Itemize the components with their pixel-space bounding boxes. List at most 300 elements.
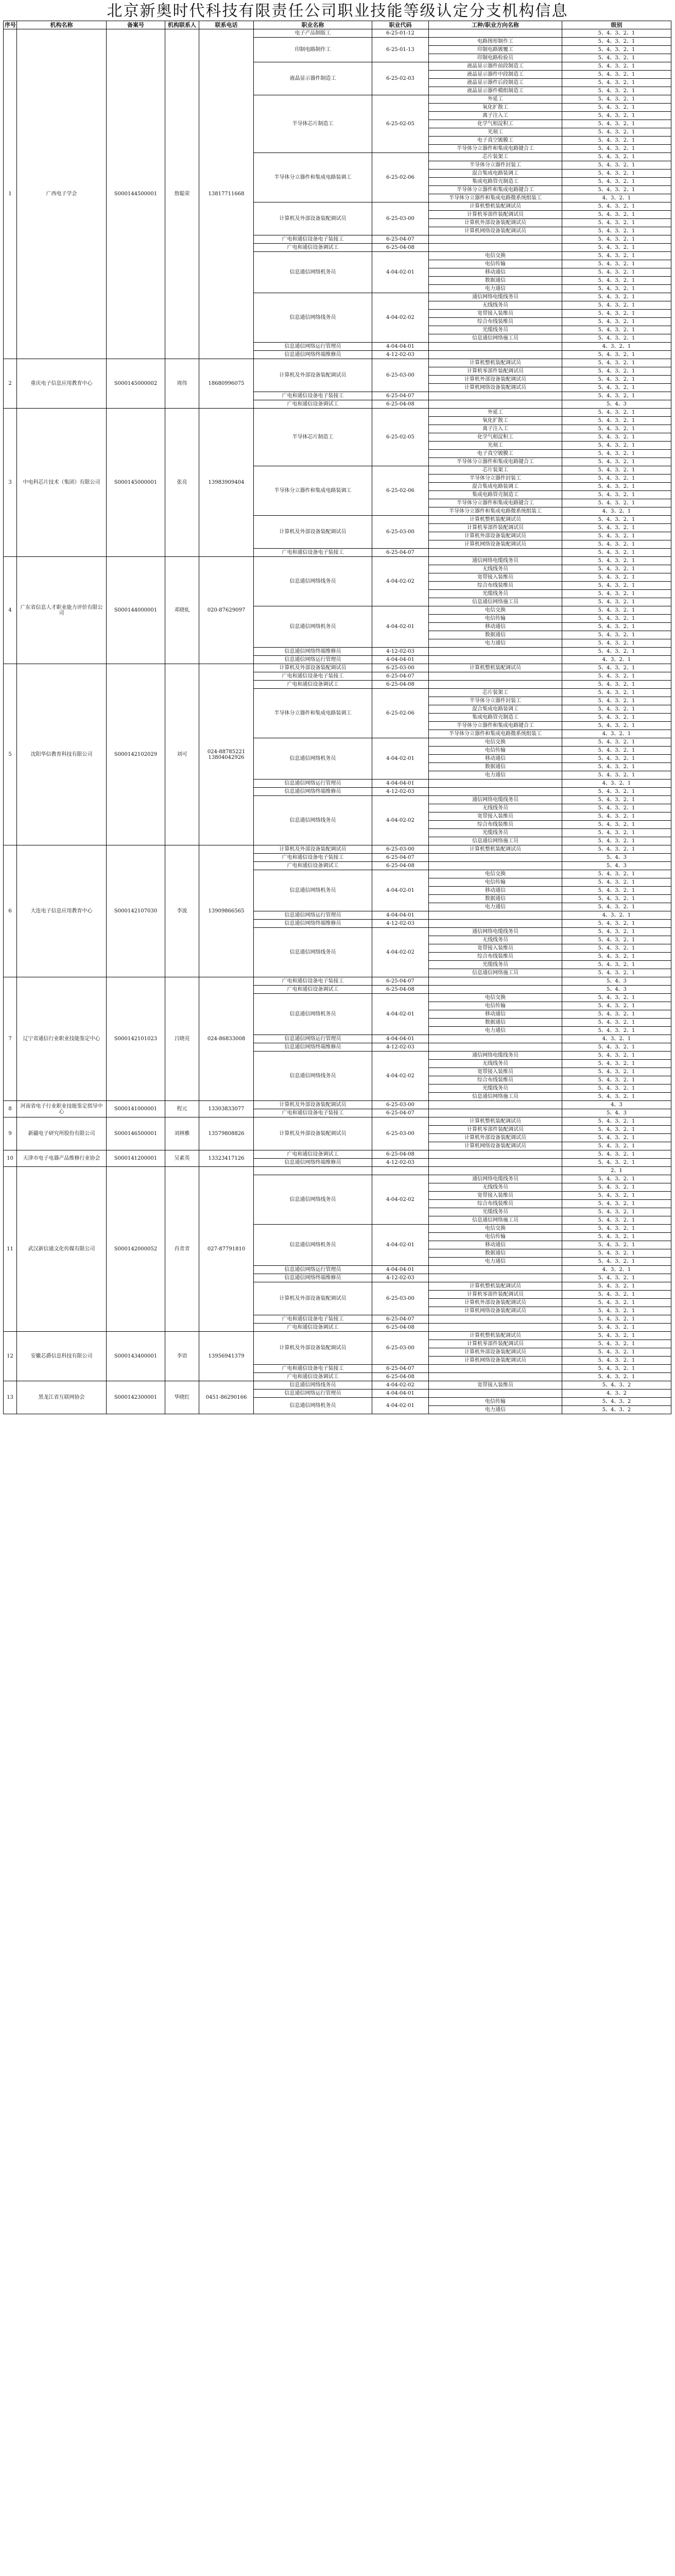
level: 5、4、3、2、1: [562, 598, 671, 606]
level: 5、4、3、2、1: [562, 244, 671, 252]
work-type: 电信交换: [429, 606, 562, 615]
work-type: 光缆线务员: [429, 961, 562, 969]
occupation-name: 广电和通信设备电子装接工: [254, 672, 372, 681]
level: 5、4、3、2、1: [562, 524, 671, 532]
work-type: [429, 29, 562, 38]
header-contact: 机构联系人: [165, 21, 199, 29]
occupation-code: 6-25-04-07: [372, 672, 429, 681]
org-record-no: S000145000001: [107, 409, 165, 557]
work-type: 综合布线装维员: [429, 582, 562, 590]
work-type: 无线线务员: [429, 936, 562, 944]
occupation-code: 6-25-03-00: [372, 202, 429, 235]
org-phone: 024-88785221 13804042926: [199, 664, 254, 845]
level: 5、4、3、2、1: [562, 79, 671, 87]
org-no: 9: [4, 1117, 17, 1150]
occupation-code: 4-04-02-01: [372, 738, 429, 779]
level: 5、4、3、2、1: [562, 1010, 671, 1019]
occupation-name: 广电和通信设备调试工: [254, 986, 372, 994]
level: 5、4、3、2、1: [562, 1324, 671, 1332]
work-type: 电路图形制作工: [429, 38, 562, 46]
occupation-code: 6-25-01-13: [372, 38, 429, 62]
work-type: 计算机整机装配调试员: [429, 516, 562, 524]
work-type: 半导体分立器件和集成电路微系统组装工: [429, 194, 562, 202]
occupation-name: 广电和通信设备调试工: [254, 681, 372, 689]
occupation-code: 4-04-02-02: [372, 293, 429, 343]
work-type: 计算机网络设备装配调试员: [429, 1307, 562, 1315]
work-type: 电信交换: [429, 738, 562, 747]
work-type: [429, 1043, 562, 1052]
table-row: [4, 1332, 671, 1340]
work-type: 移动通信: [429, 755, 562, 763]
occupation-code: 6-25-02-06: [372, 689, 429, 738]
occupation-code: 4-04-02-01: [372, 606, 429, 648]
level: 5、4、3: [562, 862, 671, 870]
work-type: 综合布线装维员: [429, 1200, 562, 1208]
work-type: [429, 779, 562, 788]
level: 5、4、3、2、1: [562, 326, 671, 334]
work-type: 无线线务员: [429, 804, 562, 812]
work-type: [429, 1324, 562, 1332]
work-type: [429, 977, 562, 986]
work-type: 计算机外部设备装配调试员: [429, 1299, 562, 1307]
level: 5、4、3、2: [562, 1398, 671, 1406]
level: 5、4、3、2、1: [562, 38, 671, 46]
work-type: 光刻工: [429, 442, 562, 450]
work-type: 电力通信: [429, 903, 562, 911]
occupation-name: 液晶显示器件制造工: [254, 62, 372, 95]
occupation-code: 6-25-04-08: [372, 1324, 429, 1332]
org-record-no: S000144500001: [107, 29, 165, 359]
level: 5、4、3、2、1: [562, 845, 671, 854]
level: 5、4、3、2、1: [562, 1241, 671, 1249]
level: 5、4、3、2、1: [562, 433, 671, 442]
work-type: 宽带接入装维员: [429, 1068, 562, 1076]
level: 5、4、3、2、1: [562, 1249, 671, 1258]
table-row: [4, 1150, 671, 1159]
work-type: [429, 1389, 562, 1398]
org-phone: 020-87629097: [199, 557, 254, 664]
work-type: 离子注入工: [429, 112, 562, 120]
level: 5、4、3、2、1: [562, 557, 671, 565]
work-type: 计算机整机装配调试员: [429, 202, 562, 211]
work-type: 计算机整机装配调试员: [429, 359, 562, 367]
org-name: 黑龙江省互联网协会: [17, 1381, 107, 1414]
org-no: 5: [4, 664, 17, 845]
occupation-code: 4-04-04-01: [372, 656, 429, 664]
work-type: 计算机整机装配调试员: [429, 1332, 562, 1340]
level: 5、4、3、2、1: [562, 738, 671, 747]
level: 5、4、3、2、1: [562, 260, 671, 268]
level: 5、4、3: [562, 1109, 671, 1117]
work-type: 电力通信: [429, 771, 562, 779]
occupation-name: 印制电路制作工: [254, 38, 372, 62]
occupation-name: 计算机及外部设备装配调试员: [254, 664, 372, 672]
occupation-name: 信息通信网络线务员: [254, 928, 372, 977]
org-contact: 华晓红: [165, 1381, 199, 1414]
level: 5、4、3、2、1: [562, 1117, 671, 1126]
work-type: [429, 1109, 562, 1117]
org-contact: 周伟: [165, 359, 199, 409]
level: 4、3、2、1: [562, 1266, 671, 1274]
work-type: [429, 788, 562, 796]
level: 5、4、3、2、1: [562, 837, 671, 845]
occupation-code: 4-04-04-01: [372, 1035, 429, 1043]
work-type: 电信交换: [429, 1225, 562, 1233]
work-type: 光刻工: [429, 128, 562, 137]
occupation-code: 6-25-04-08: [372, 986, 429, 994]
level: 5、4、3、2、1: [562, 409, 671, 417]
work-type: 液晶显示器件中段制造工: [429, 71, 562, 79]
level: 5、4、3、2、1: [562, 268, 671, 277]
work-type: 综合布线装维员: [429, 1076, 562, 1084]
level: 5、4、3、2、1: [562, 46, 671, 54]
occupation-name: [254, 1167, 372, 1175]
org-record-no: S000142102029: [107, 664, 165, 845]
work-type: 电信传输: [429, 615, 562, 623]
work-type: 通信网络电缆线务员: [429, 1175, 562, 1183]
header-no: 序号: [4, 21, 17, 29]
work-type: 宽带接入装维员: [429, 1381, 562, 1389]
occupation-name: 广电和通信设备电子装接工: [254, 1365, 372, 1373]
occupation-name: 计算机及外部设备装配调试员: [254, 1282, 372, 1315]
occupation-code: 6-25-03-00: [372, 1282, 429, 1315]
work-type: 氧化扩散工: [429, 104, 562, 112]
occupation-code: 6-25-04-07: [372, 1315, 429, 1324]
level: 5、4、3、2、1: [562, 796, 671, 804]
occupation-name: 信息通信网络运行管理员: [254, 911, 372, 920]
work-type: [429, 648, 562, 656]
level: 5、4、3、2、1: [562, 293, 671, 301]
level: 5、4、3、2: [562, 1406, 671, 1414]
org-name: 武汉新信通文化传媒有限公司: [17, 1167, 107, 1332]
work-type: [429, 1159, 562, 1167]
org-record-no: S000143400001: [107, 1332, 165, 1381]
occupation-name: 信息通信网络机务员: [254, 252, 372, 293]
work-type: 数据通信: [429, 763, 562, 771]
work-type: 计算机零部件装配调试员: [429, 1126, 562, 1134]
work-type: 通信网络电缆线务员: [429, 1052, 562, 1060]
level: 5、4、3、2、1: [562, 812, 671, 821]
level: 5、4、3、2、1: [562, 771, 671, 779]
work-type: 计算机外部设备装配调试员: [429, 376, 562, 384]
level: 5、4、3、2、1: [562, 1315, 671, 1324]
work-type: [429, 854, 562, 862]
level: 5、4、3、2、1: [562, 1282, 671, 1291]
level: 5、4、3、2、1: [562, 590, 671, 598]
work-type: 宽带接入装维员: [429, 812, 562, 821]
level: 5、4、3、2、1: [562, 334, 671, 343]
occupation-name: 信息通信网络运行管理员: [254, 343, 372, 351]
work-type: 计算机网络设备装配调试员: [429, 384, 562, 392]
occupation-code: 4-12-02-03: [372, 351, 429, 359]
occupation-name: 广电和通信设备调试工: [254, 400, 372, 409]
work-type: 移动通信: [429, 887, 562, 895]
occupation-name: 信息通信网络运行管理员: [254, 656, 372, 664]
level: 5、4、3、2、1: [562, 376, 671, 384]
org-record-no: S000146500001: [107, 1117, 165, 1150]
level: 5、4、3、2、1: [562, 1027, 671, 1035]
work-type: [429, 392, 562, 400]
org-name: 重庆电子信息应用教育中心: [17, 359, 107, 409]
occupation-name: 广电和通信设备电子装接工: [254, 977, 372, 986]
work-type: 液晶显示器件模组制造工: [429, 87, 562, 95]
level: 5、4、3、2、1: [562, 615, 671, 623]
org-name: 沈阳华信教育科技有限公司: [17, 664, 107, 845]
occupation-code: 4-04-02-02: [372, 557, 429, 606]
occupation-code: 6-25-02-06: [372, 466, 429, 516]
occupation-code: 4-04-02-02: [372, 928, 429, 977]
occupation-name: 信息通信网络终端维修员: [254, 1159, 372, 1167]
work-type: [429, 656, 562, 664]
occupation-code: 6-25-04-07: [372, 235, 429, 244]
level: 5、4、3、2、1: [562, 788, 671, 796]
level: 5、4、3、2、1: [562, 104, 671, 112]
org-phone: 0451-86290166: [199, 1381, 254, 1414]
org-record-no: S000142300001: [107, 1381, 165, 1414]
work-type: 电信交换: [429, 994, 562, 1002]
level: 5、4、3、2、1: [562, 1002, 671, 1010]
occupation-name: 信息通信网络线务员: [254, 1052, 372, 1101]
level: 4、3、2、1: [562, 730, 671, 738]
work-type: [429, 920, 562, 928]
work-type: 计算机外部设备装配调试员: [429, 1348, 562, 1357]
org-contact: 肖青青: [165, 1167, 199, 1332]
level: 5、4、3、2、1: [562, 1150, 671, 1159]
occupation-name: 半导体分立器件和集成电路装调工: [254, 689, 372, 738]
occupation-code: 6-25-04-08: [372, 1150, 429, 1159]
level: 5、4、3、2、1: [562, 202, 671, 211]
occupation-code: 6-25-02-05: [372, 95, 429, 153]
org-contact: 吕晓亮: [165, 977, 199, 1101]
level: 5、4、3、2、1: [562, 392, 671, 400]
org-record-no: S000145000002: [107, 359, 165, 409]
work-type: 计算机网络设备装配调试员: [429, 1357, 562, 1365]
work-type: 通信网络电缆线务员: [429, 557, 562, 565]
occupation-code: 6-25-03-00: [372, 664, 429, 672]
level: 5、4、3、2、1: [562, 697, 671, 705]
occupation-name: 信息通信网络机务员: [254, 606, 372, 648]
work-type: 移动通信: [429, 1010, 562, 1019]
work-type: 综合布线装维员: [429, 821, 562, 829]
level: 2、1: [562, 1167, 671, 1175]
level: 5、4、3、2、1: [562, 689, 671, 697]
work-type: 电力通信: [429, 1258, 562, 1266]
occupation-name: 计算机及外部设备装配调试员: [254, 516, 372, 549]
branch-info-table: [3, 21, 671, 1414]
work-type: 芯片装架工: [429, 466, 562, 474]
occupation-name: 计算机及外部设备装配调试员: [254, 359, 372, 392]
header-org-name: 机构名称: [17, 21, 107, 29]
level: 5、4、3、2、1: [562, 285, 671, 293]
work-type: 电力通信: [429, 1027, 562, 1035]
level: 5、4、3: [562, 400, 671, 409]
level: 4、3、2、1: [562, 911, 671, 920]
level: 5、4、3、2、1: [562, 1274, 671, 1282]
level: 5、4、3、2、1: [562, 425, 671, 433]
level: 5、4、3、2、1: [562, 1134, 671, 1142]
occupation-name: 广电和通信设备调试工: [254, 1373, 372, 1381]
work-type: 电信传输: [429, 878, 562, 887]
level: 5、4、3、2、1: [562, 1142, 671, 1150]
occupation-name: 信息通信网络线务员: [254, 1381, 372, 1389]
occupation-code: 6-25-01-12: [372, 29, 429, 38]
level: 5、4、3、2、1: [562, 549, 671, 557]
work-type: 通信网络电缆线务员: [429, 928, 562, 936]
work-type: 计算机网络设备装配调试员: [429, 227, 562, 235]
occupation-code: 6-25-02-05: [372, 409, 429, 466]
level: 5、4、3、2、1: [562, 631, 671, 639]
work-type: 计算机整机装配调试员: [429, 664, 562, 672]
work-type: 宽带接入装维员: [429, 573, 562, 582]
table-row: [4, 977, 671, 986]
level: 5、4、3、2、1: [562, 1076, 671, 1084]
work-type: 宽带接入装维员: [429, 310, 562, 318]
occupation-name: 信息通信网络运行管理员: [254, 1266, 372, 1274]
work-type: 信息通信网络施工员: [429, 598, 562, 606]
level: 5、4、3、2、1: [562, 145, 671, 153]
work-type: 液晶显示器件前段制造工: [429, 62, 562, 71]
table-row: [4, 557, 671, 565]
work-type: [429, 244, 562, 252]
occupation-code: 6-25-03-00: [372, 516, 429, 549]
level: 5、4、3、2、1: [562, 417, 671, 425]
work-type: 电力通信: [429, 1406, 562, 1414]
level: 5、4、3、2、1: [562, 565, 671, 573]
work-type: 计算机整机装配调试员: [429, 1117, 562, 1126]
org-no: 11: [4, 1167, 17, 1332]
occupation-code: 4-04-04-01: [372, 779, 429, 788]
work-type: [429, 1274, 562, 1282]
level: 5、4、3、2、1: [562, 252, 671, 260]
org-phone: 13956941379: [199, 1332, 254, 1381]
work-type: 计算机外部设备装配调试员: [429, 1134, 562, 1142]
level: 5、4、3、2、1: [562, 1291, 671, 1299]
work-type: [429, 1035, 562, 1043]
occupation-name: 半导体芯片制造工: [254, 95, 372, 153]
level: 5、4、3、2、1: [562, 1043, 671, 1052]
level: 5、4、3、2、1: [562, 1233, 671, 1241]
level: 5、4、3、2、1: [562, 763, 671, 771]
occupation-code: 6-25-04-07: [372, 854, 429, 862]
work-type: [429, 343, 562, 351]
work-type: 印制电路镀覆工: [429, 46, 562, 54]
level: 5、4、3、2、1: [562, 120, 671, 128]
occupation-name: 广电和通信设备电子装接工: [254, 392, 372, 400]
work-type: 化学气相淀积工: [429, 120, 562, 128]
level: 5、4、3、2、1: [562, 1332, 671, 1340]
level: 5、4、3、2、1: [562, 301, 671, 310]
table-row: [4, 845, 671, 854]
work-type: 半导体分立器件和集成电路微系统组装工: [429, 507, 562, 516]
org-record-no: S000142107030: [107, 845, 165, 977]
org-name: 辽宁省通信行业职业技能鉴定中心: [17, 977, 107, 1101]
level: 5、4、3、2、1: [562, 1019, 671, 1027]
header-work-type: 工种/职业方向名称: [429, 21, 562, 29]
occupation-name: 信息通信网络运行管理员: [254, 1035, 372, 1043]
org-name: 大连电子信息应用教育中心: [17, 845, 107, 977]
occupation-name: 信息通信网络机务员: [254, 994, 372, 1035]
occupation-name: 广电和通信设备电子装接工: [254, 854, 372, 862]
level: 5、4、3、2、1: [562, 1348, 671, 1357]
level: 5、4、3、2、1: [562, 887, 671, 895]
level: 5、4、3、2、1: [562, 747, 671, 755]
level: 5、4、3、2、1: [562, 928, 671, 936]
work-type: [429, 911, 562, 920]
level: 5、4、3、2、1: [562, 829, 671, 837]
occupation-name: 信息通信网络机务员: [254, 1225, 372, 1266]
occupation-code: 4-12-02-03: [372, 920, 429, 928]
level: 5、4、3、2、1: [562, 442, 671, 450]
occupation-name: 广电和通信设备调试工: [254, 1324, 372, 1332]
work-type: 电信传输: [429, 747, 562, 755]
occupation-code: 6-25-04-08: [372, 1373, 429, 1381]
org-contact: 刘林雅: [165, 1117, 199, 1150]
work-type: [429, 1150, 562, 1159]
work-type: 无线线务员: [429, 565, 562, 573]
occupation-name: 电子产品制版工: [254, 29, 372, 38]
work-type: [429, 1101, 562, 1109]
work-type: 混合集成电路装调工: [429, 705, 562, 714]
work-type: [429, 672, 562, 681]
work-type: [429, 986, 562, 994]
work-type: 集成电路管壳制造工: [429, 491, 562, 499]
occupation-code: [372, 1167, 429, 1175]
level: 5、4、3、2、1: [562, 29, 671, 38]
occupation-name: 计算机及外部设备装配调试员: [254, 1101, 372, 1109]
occupation-code: 4-12-02-03: [372, 648, 429, 656]
work-type: 综合布线装维员: [429, 318, 562, 326]
occupation-code: 4-04-04-01: [372, 911, 429, 920]
work-type: 电信交换: [429, 870, 562, 878]
occupation-name: 信息通信网络机务员: [254, 870, 372, 911]
level: 5、4、3、2、1: [562, 969, 671, 977]
work-type: 数据通信: [429, 277, 562, 285]
org-contact: 刘可: [165, 664, 199, 845]
level: 5、4、3、2、1: [562, 1225, 671, 1233]
table-row: [4, 409, 671, 417]
work-type: 宽带接入装维员: [429, 1192, 562, 1200]
level: 5、4、3、2、1: [562, 491, 671, 499]
work-type: 无线线务员: [429, 1060, 562, 1068]
level: 5、4、3、2、1: [562, 1340, 671, 1348]
work-type: 信息通信网络施工员: [429, 1216, 562, 1225]
occupation-name: 信息通信网络终端维修员: [254, 920, 372, 928]
level: 5、4、3、2、1: [562, 516, 671, 524]
occupation-name: 信息通信网络终端维修员: [254, 1043, 372, 1052]
work-type: 半导体分立器件和集成电路键合工: [429, 458, 562, 466]
level: 5、4、3、2、1: [562, 936, 671, 944]
work-type: [429, 235, 562, 244]
work-type: [429, 681, 562, 689]
table-row: [4, 359, 671, 367]
occupation-code: 4-12-02-03: [372, 1043, 429, 1052]
work-type: 宽带接入装维员: [429, 944, 562, 953]
org-phone: 13909866565: [199, 845, 254, 977]
level: 4、3、2、1: [562, 1035, 671, 1043]
work-type: 半导体分立器件和集成电路键合工: [429, 722, 562, 730]
occupation-code: 4-04-02-02: [372, 1381, 429, 1389]
work-type: 信息通信网络施工员: [429, 334, 562, 343]
level: 5、4、3、2、1: [562, 870, 671, 878]
level: 5、4、3、2、1: [562, 367, 671, 376]
level: 5、4、3、2、1: [562, 186, 671, 194]
occupation-name: 信息通信网络机务员: [254, 1398, 372, 1414]
occupation-name: 信息通信网络线务员: [254, 293, 372, 343]
work-type: [429, 351, 562, 359]
work-type: 集成电路管壳制造工: [429, 714, 562, 722]
level: 5、4、3、2、1: [562, 474, 671, 483]
level: 5、4、3、2、1: [562, 466, 671, 474]
